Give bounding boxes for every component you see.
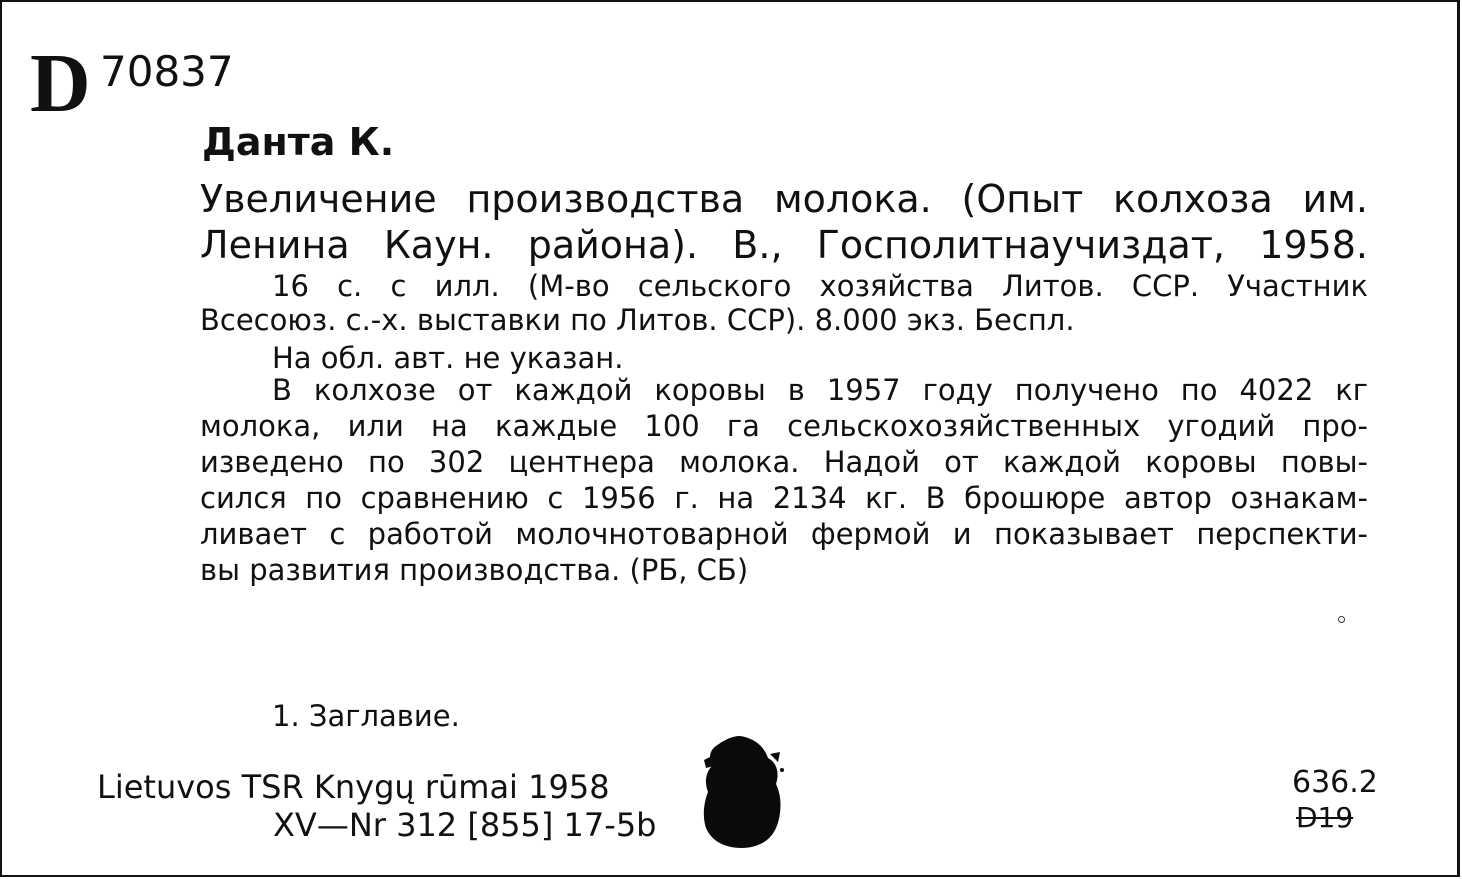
imprint-line-2: XV—Nr 312 [855] 17-5b [273,806,657,844]
classification-code-struck: D19 [1296,801,1354,834]
classification-number: 636.2 [1292,765,1378,800]
ink-blot-stamp-icon [696,732,786,852]
collation-line-1: 16 с. с илл. (М-во сельского хозяйства Литов. ССР. Участник [272,269,1368,303]
call-prefix: D [30,37,89,130]
handwritten-call-number: 70837 [100,47,234,96]
imprint-line-1: Lietuvos TSR Knygų rūmai 1958 [97,768,610,806]
annotation-line-4: сился по сравнению с 1956 г. на 2134 кг. В брошюре автор ознакам- [200,481,1368,515]
title-line-1: Увеличение производства молока. (Опыт колхоза им. [200,177,1368,221]
annotation-line-2: молока, или на каждые 100 га сельскохозяйственных угодий про- [200,409,1368,443]
title-line-2: Ленина Каун. района). В., Госполитнаучиздат, 1958. [200,223,1368,267]
subject-heading: 1. Заглавие. [272,699,460,733]
note-line: На обл. авт. не указан. [272,341,624,375]
collation-line-2: Всесоюз. с.-х. выставки по Литов. ССР). 8.000 экз. Беспл. [200,303,1075,337]
ink-dot [1338,616,1345,623]
author-heading: Данта К. [202,120,395,164]
annotation-line-6: вы развития производства. (РБ, СБ) [200,553,749,587]
annotation-line-1: В колхозе от каждой коровы в 1957 году получено по 4022 кг [272,373,1368,407]
annotation-line-3: изведено по 302 центнера молока. Надой от каждой коровы повы- [200,445,1368,479]
annotation-line-5: ливает с работой молочнотоварной фермой и показывает перспекти- [200,517,1368,551]
